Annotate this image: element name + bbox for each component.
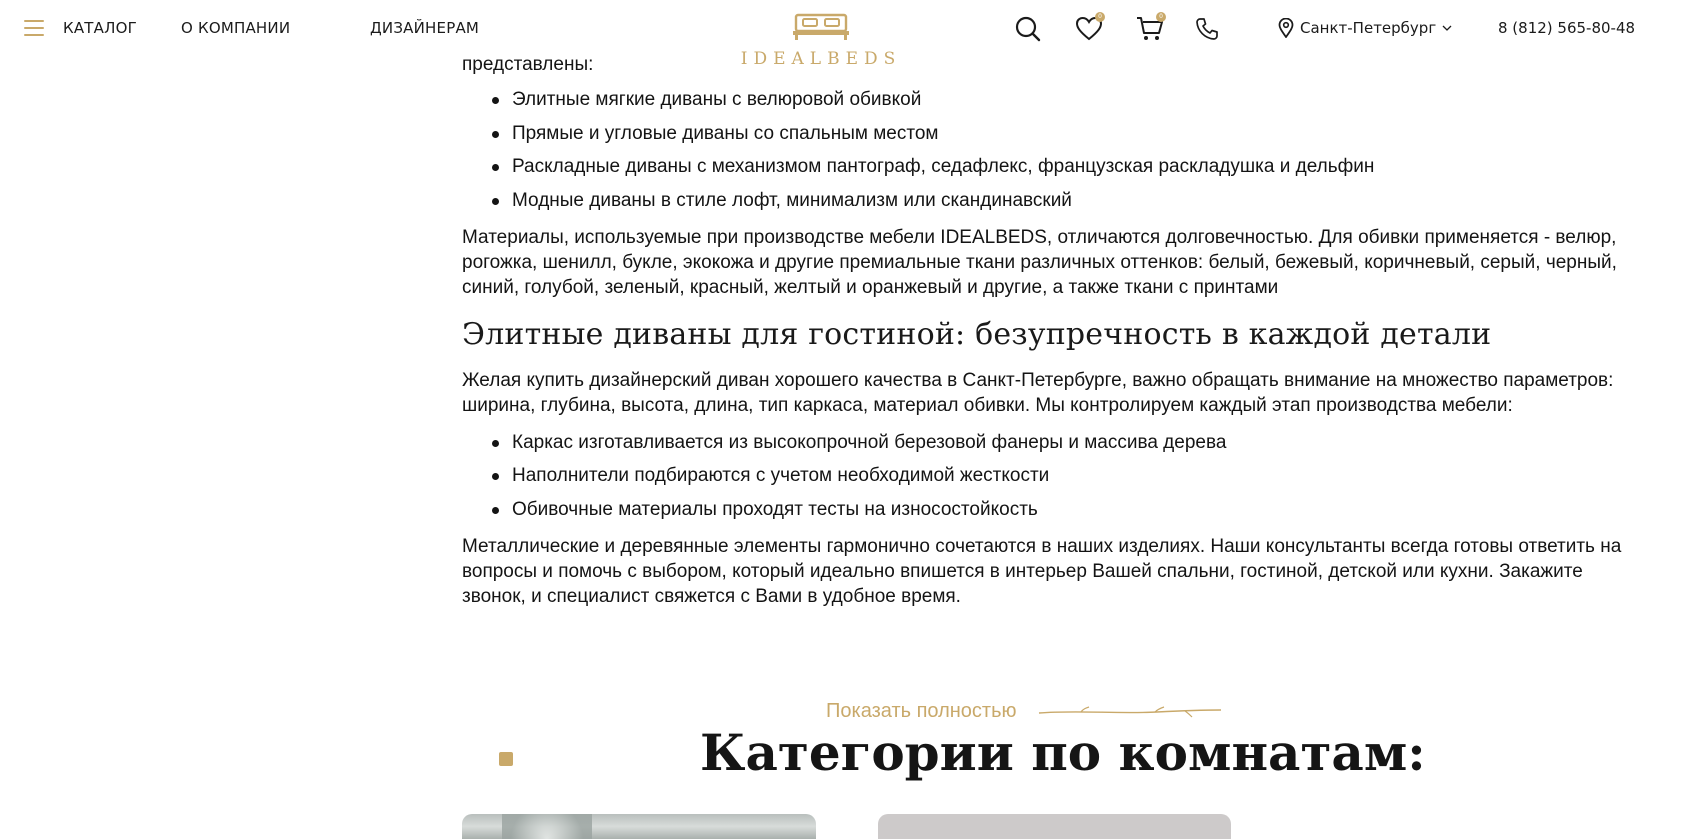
list-item: Прямые и угловые диваны со спальным местом [462, 121, 1622, 146]
cart-icon[interactable] [1136, 15, 1164, 43]
location-pin-icon [1278, 18, 1294, 38]
section-heading: Элитные диваны для гостиной: безупречность в каждой детали [462, 316, 1492, 352]
city-label: Санкт-Петербург [1300, 19, 1437, 37]
list-item: Элитные мягкие диваны с велюровой обивкой [462, 87, 1622, 112]
quality-paragraph: Желая купить дизайнерский диван хорошего качества в Санкт-Петербурге, важно обращать внимание на множество параметров: ширина, глубина, высота, длина, тип каркаса, материал обивки. Мы контролируем каждый этап производства мебели: [462, 369, 1614, 416]
logo-text: IDEALBEDS [740, 49, 902, 69]
chevron-down-icon [1442, 24, 1452, 32]
list-item: Обивочные материалы проходят тесты на износостойкость [462, 497, 1622, 522]
list-item: Раскладные диваны с механизмом пантограф, седафлекс, французская раскладушка и дельфин [462, 154, 1622, 179]
lead-text: представлены: [462, 54, 594, 75]
materials-paragraph: Материалы, используемые при производстве мебели IDEALBEDS, отличаются долговечностью. Для обивки применяется - велюр, рогожка, шенилл, букле, экокожа и другие премиальные ткани различных оттенков: белый, бежевый, коричневый, серый, черный, синий, голубой, зеленый, красный, желтый и оранжевый и другие, а также ткани с принтами [462, 226, 1617, 298]
site-logo[interactable] [736, 12, 906, 74]
categories-title: Категории по комнатам: [700, 723, 1426, 782]
decorative-branch-icon [1037, 704, 1223, 720]
nav-catalog-link[interactable]: КАТАЛОГ [63, 19, 137, 37]
sofa-types-list [462, 87, 1622, 213]
consultants-paragraph: Металлические и деревянные элементы гармонично сочетаются в наших изделиях. Наши консультанты всегда готовы ответить на вопросы и помочь с выбором, который идеально впишется в интерьер Вашей спальни, гостиной, детской или кухни. Закажите звонок, и специалист свяжется с Вами в удобное время. [462, 535, 1622, 607]
phone-icon[interactable] [1195, 17, 1223, 45]
show-full-label: Показать полностью [826, 700, 1017, 722]
search-icon[interactable] [1014, 15, 1042, 43]
phone-number-link[interactable]: 8 (812) 565-80-48 [1498, 19, 1636, 37]
menu-icon[interactable] [24, 20, 44, 36]
cart-count-badge: 0 [1156, 12, 1166, 22]
list-item: Наполнители подбираются с учетом необходимой жесткости [462, 463, 1622, 488]
nav-about-link[interactable]: О КОМПАНИИ [181, 19, 291, 37]
list-item: Каркас изготавливается из высокопрочной березовой фанеры и массива дерева [462, 430, 1622, 455]
show-full-link[interactable] [826, 700, 1223, 723]
list-item: Модные диваны в стиле лофт, минимализм или скандинавский [462, 188, 1622, 213]
decorative-square [499, 752, 513, 766]
nav-designers-link[interactable]: ДИЗАЙНЕРАМ [370, 19, 480, 37]
heart-icon[interactable] [1075, 15, 1103, 43]
favorites-count-badge: 0 [1095, 12, 1105, 22]
bed-logo-icon [792, 12, 850, 42]
category-card[interactable] [878, 814, 1231, 839]
production-steps-list [462, 430, 1622, 522]
seo-text-block [462, 52, 1622, 625]
category-card[interactable] [462, 814, 816, 839]
city-selector[interactable] [1278, 18, 1452, 38]
